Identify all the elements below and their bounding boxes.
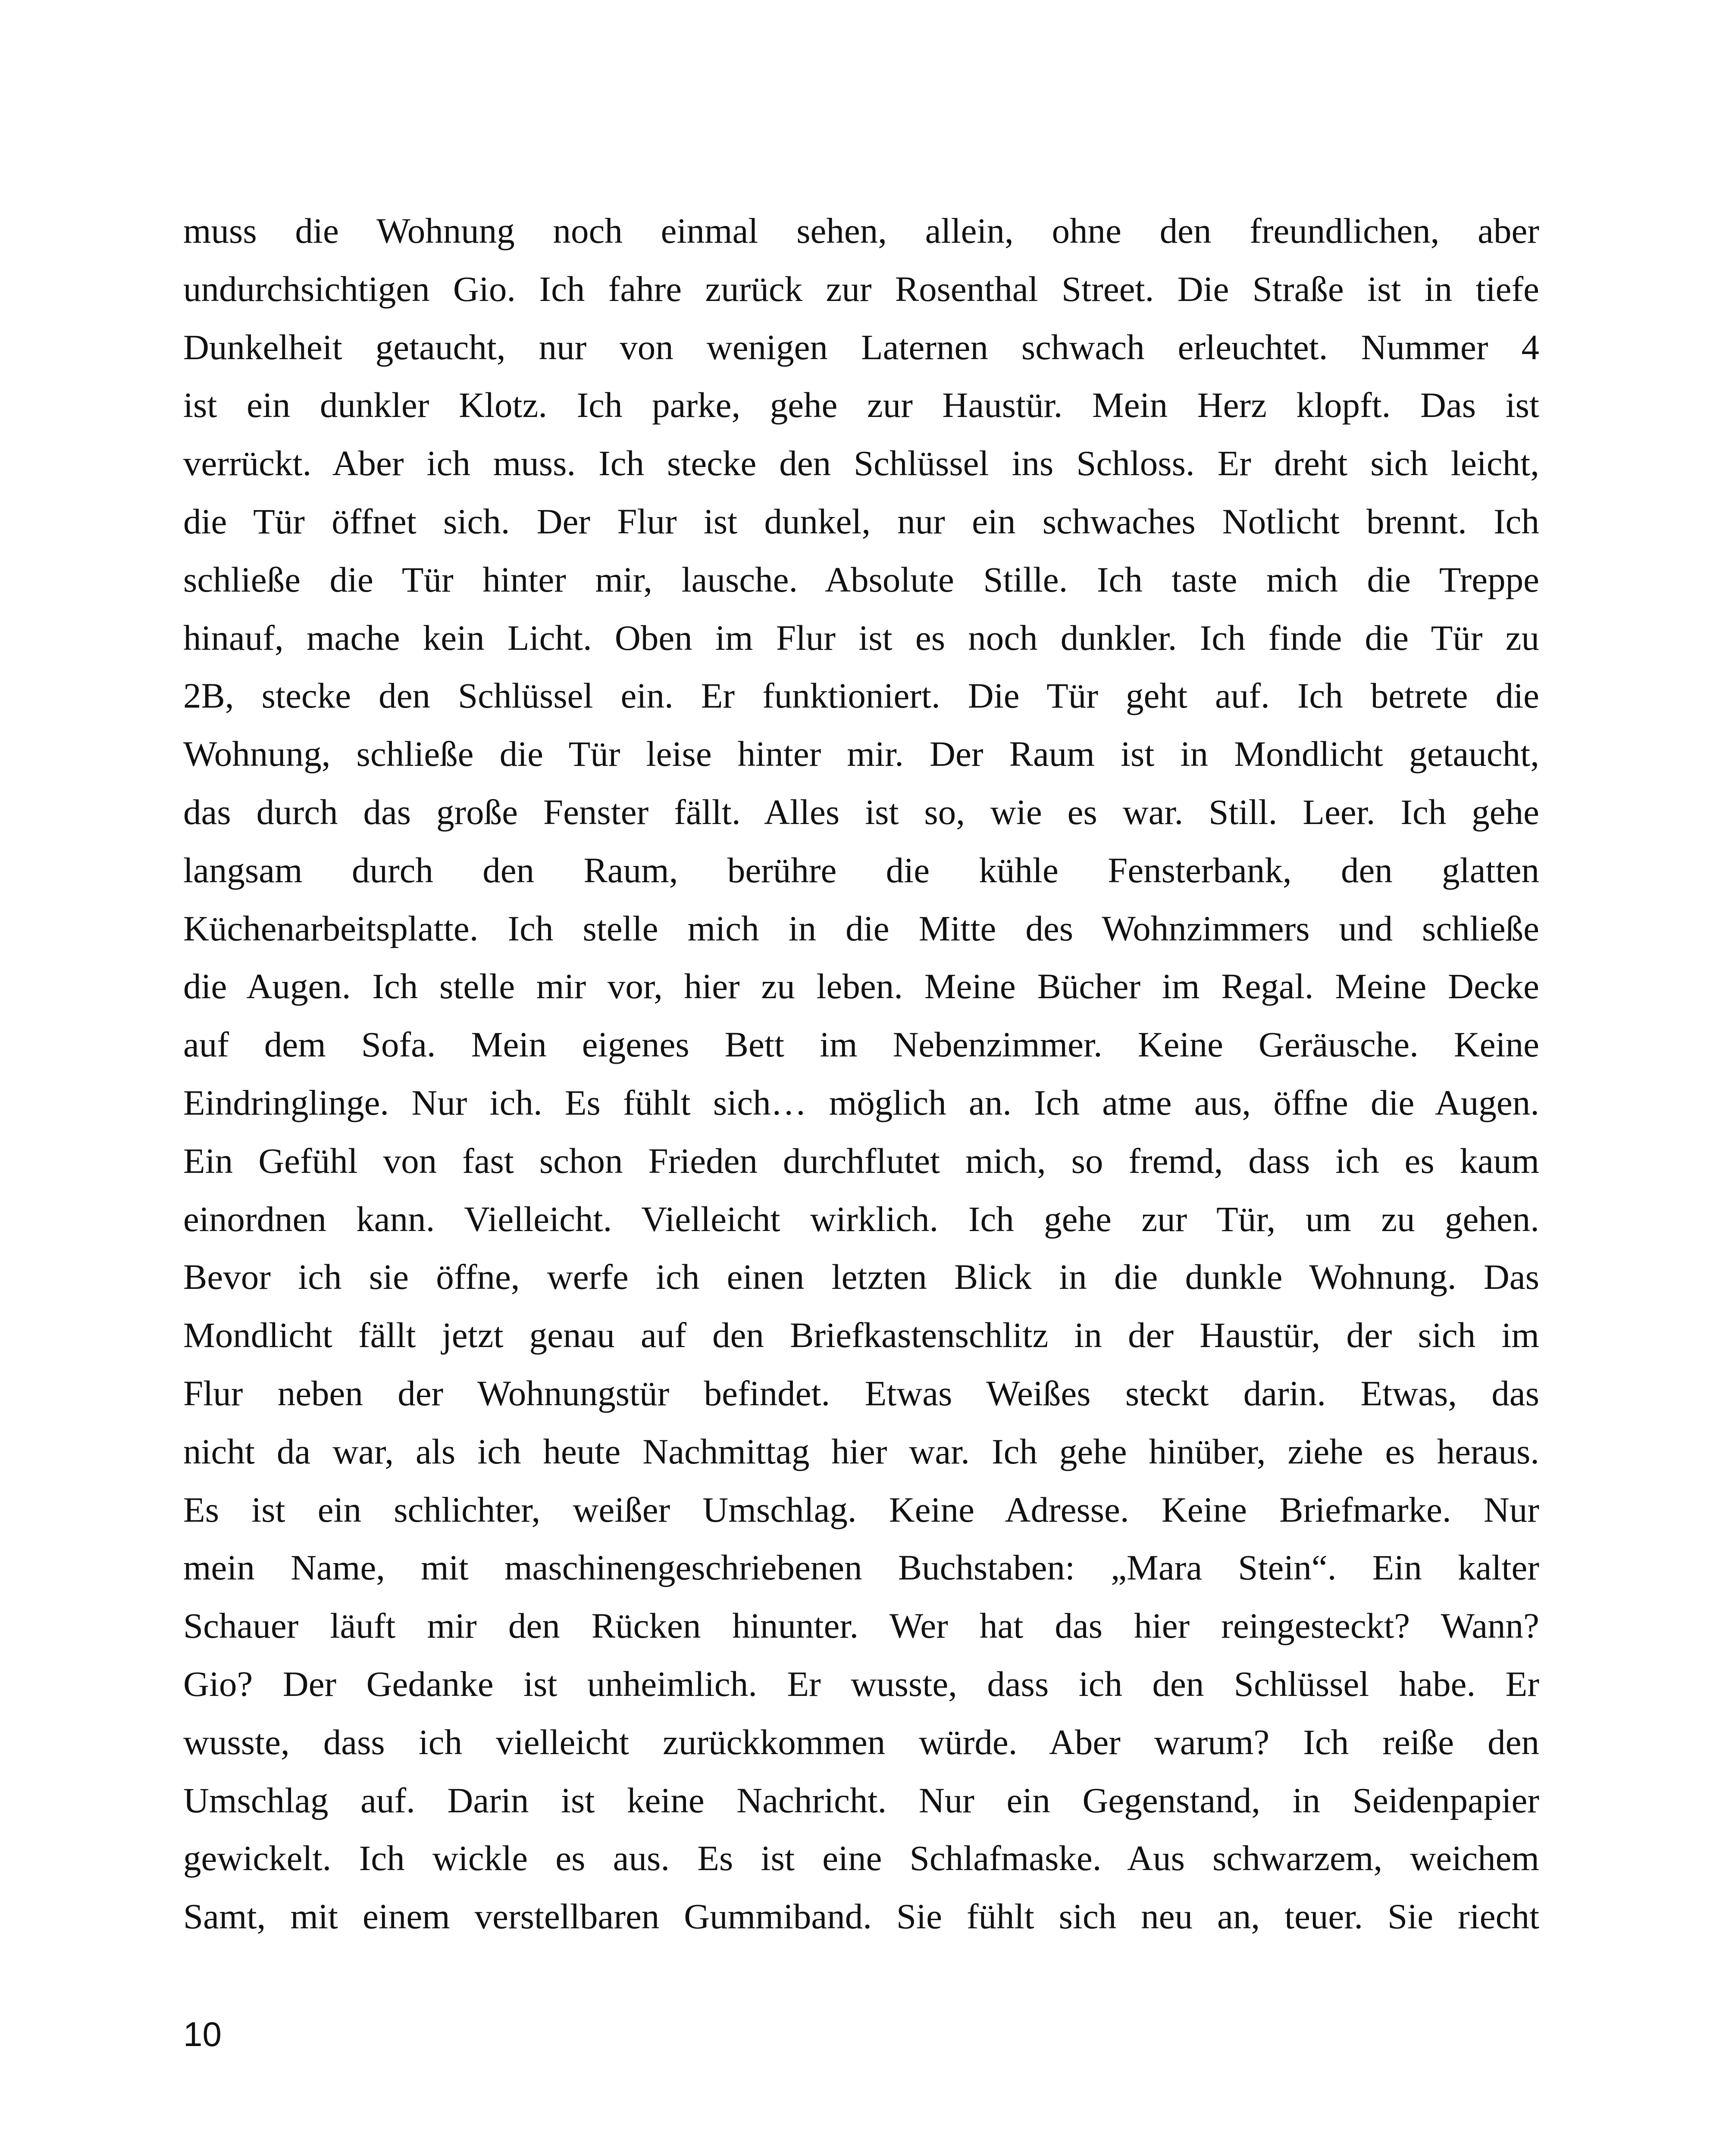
text-line: Dunkelheit getaucht, nur von wenigen Laternen schwach erleuchtet. Nummer 4 — [183, 327, 1539, 367]
text-line: Mondlicht fällt jetzt genau auf den Briefkastenschlitz in der Haustür, der sich im — [183, 1315, 1539, 1355]
text-line: Küchenarbeitsplatte. Ich stelle mich in die Mitte des Wohnzimmers und schließe — [183, 908, 1539, 948]
body-text — [183, 202, 1539, 1946]
text-line: nicht da war, als ich heute Nachmittag hier war. Ich gehe hinüber, ziehe es heraus. — [183, 1431, 1539, 1471]
text-line: hinauf, mache kein Licht. Oben im Flur ist es noch dunkler. Ich finde die Tür zu — [183, 617, 1539, 658]
text-line: einordnen kann. Vielleicht. Vielleicht wirklich. Ich gehe zur Tür, um zu gehen. — [183, 1199, 1539, 1239]
text-line: gewickelt. Ich wickle es aus. Es ist eine Schlafmaske. Aus schwarzem, weichem — [183, 1838, 1539, 1878]
text-line: verrückt. Aber ich muss. Ich stecke den Schlüssel ins Schloss. Er dreht sich leicht, — [183, 443, 1539, 483]
text-line: 2B, stecke den Schlüssel ein. Er funktioniert. Die Tür geht auf. Ich betrete die — [183, 676, 1539, 716]
text-line: Bevor ich sie öffne, werfe ich einen letzten Blick in die dunkle Wohnung. Das — [183, 1257, 1539, 1297]
text-line: die Tür öffnet sich. Der Flur ist dunkel, nur ein schwaches Notlicht brennt. Ich — [183, 501, 1539, 541]
text-line: ist ein dunkler Klotz. Ich parke, gehe zur Haustür. Mein Herz klopft. Das ist — [183, 385, 1539, 425]
text-line: undurchsichtigen Gio. Ich fahre zurück zur Rosenthal Street. Die Straße ist in tiefe — [183, 269, 1539, 309]
text-line: Umschlag auf. Darin ist keine Nachricht. Nur ein Gegenstand, in Seidenpapier — [183, 1780, 1539, 1820]
page-number: 10 — [183, 2015, 222, 2053]
text-line: Wohnung, schließe die Tür leise hinter mir. Der Raum ist in Mondlicht getaucht, — [183, 734, 1539, 774]
text-line: schließe die Tür hinter mir, lausche. Absolute Stille. Ich taste mich die Treppe — [183, 559, 1539, 599]
text-line: mein Name, mit maschinengeschriebenen Buchstaben: „Mara Stein“. Ein kalter — [183, 1548, 1539, 1588]
text-line: Schauer läuft mir den Rücken hinunter. Wer hat das hier reingesteckt? Wann? — [183, 1606, 1539, 1646]
text-line: Flur neben der Wohnungstür befindet. Etwas Weißes steckt darin. Etwas, das — [183, 1373, 1539, 1413]
text-line: Es ist ein schlichter, weißer Umschlag. Keine Adresse. Keine Briefmarke. Nur — [183, 1489, 1539, 1529]
text-line: auf dem Sofa. Mein eigenes Bett im Nebenzimmer. Keine Geräusche. Keine — [183, 1025, 1539, 1065]
text-line: Ein Gefühl von fast schon Frieden durchflutet mich, so fremd, dass ich es kaum — [183, 1141, 1539, 1181]
text-line: Gio? Der Gedanke ist unheimlich. Er wusste, dass ich den Schlüssel habe. Er — [183, 1664, 1539, 1704]
text-line: die Augen. Ich stelle mir vor, hier zu leben. Meine Bücher im Regal. Meine Decke — [183, 966, 1539, 1006]
text-line: Eindringlinge. Nur ich. Es fühlt sich… möglich an. Ich atme aus, öffne die Augen. — [183, 1082, 1539, 1122]
text-line: Samt, mit einem verstellbaren Gummiband. Sie fühlt sich neu an, teuer. Sie riecht — [183, 1896, 1539, 1937]
text-line: muss die Wohnung noch einmal sehen, allein, ohne den freundlichen, aber — [183, 211, 1539, 251]
text-line: wusste, dass ich vielleicht zurückkommen würde. Aber warum? Ich reiße den — [183, 1722, 1539, 1762]
text-line: langsam durch den Raum, berühre die kühle Fensterbank, den glatten — [183, 850, 1539, 890]
text-line: das durch das große Fenster fällt. Alles ist so, wie es war. Still. Leer. Ich gehe — [183, 792, 1539, 832]
